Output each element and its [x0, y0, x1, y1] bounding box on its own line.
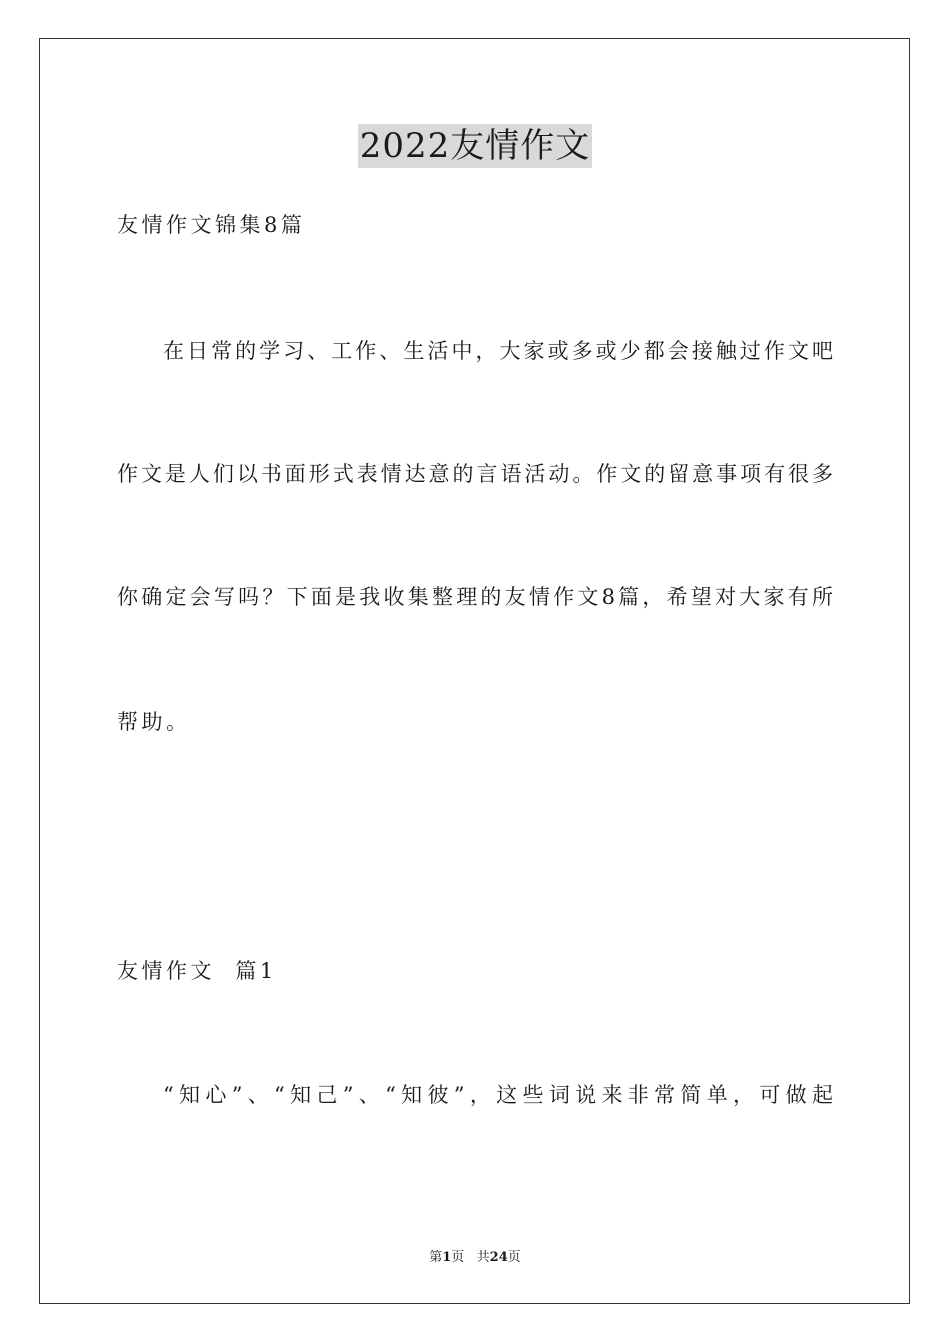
- footer-prefix: 第: [429, 1250, 443, 1265]
- footer-middle: 页 共: [451, 1250, 490, 1265]
- page-footer: [0, 1250, 950, 1266]
- title-container: [0, 124, 950, 168]
- intro-line-3: 你确定会写吗？下面是我收集整理的友情作文8篇，希望对大家有所: [117, 585, 833, 609]
- footer-total-pages: 24: [489, 1250, 508, 1265]
- document-title: 2022友情作文: [359, 126, 591, 166]
- intro-line-1: 在日常的学习、工作、生活中，大家或多或少都会接触过作文吧: [163, 339, 833, 363]
- intro-line-4: 帮助。: [117, 710, 191, 734]
- intro-line-2: 作文是人们以书面形式表情达意的言语活动。作文的留意事项有很多: [117, 462, 833, 486]
- section-first-line: “知心”、“知己”、“知彼”，这些词说来非常简单，可做起: [163, 1083, 833, 1107]
- document-subtitle: 友情作文锦集8篇: [117, 213, 306, 237]
- footer-page-number: 1: [442, 1250, 452, 1265]
- section-heading: 友情作文 篇1: [117, 959, 277, 983]
- footer-suffix: 页: [507, 1250, 521, 1265]
